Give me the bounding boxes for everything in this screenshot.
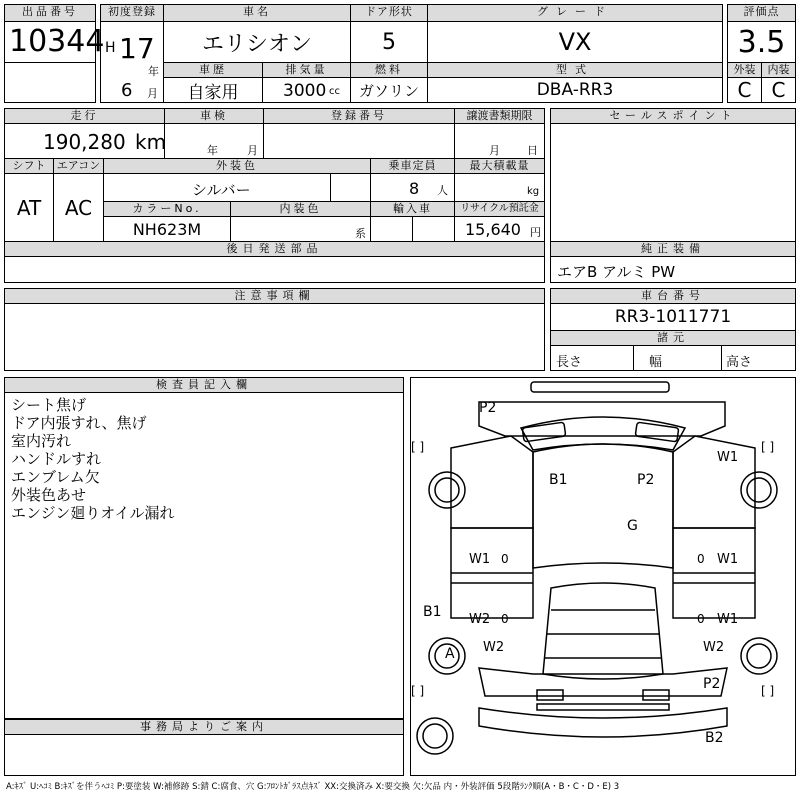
remark-line: 外装色あせ [11, 486, 87, 504]
max-load-label: 最大積載量 [454, 158, 545, 174]
inspector-remarks [4, 392, 404, 719]
lot-box [4, 21, 105, 63]
damage-mark: P2 [479, 400, 497, 416]
lot-number: 10344 [9, 24, 105, 59]
remark-line: ハンドルすれ [11, 450, 102, 468]
notes-box [4, 303, 545, 371]
damage-mark: W2 [703, 640, 725, 655]
later-parts-box [4, 256, 545, 283]
notes-label: 注意事項欄 [4, 288, 545, 304]
interior-grade: C [761, 77, 796, 103]
sales-point-box [550, 123, 796, 242]
equipment-box [550, 256, 796, 283]
car-diagram [410, 377, 796, 776]
era: H [105, 40, 116, 56]
displacement: 3000 [283, 81, 327, 101]
interior-label: 内装 [761, 62, 796, 78]
chassis-number: RR3-1011771 [550, 303, 796, 331]
bracket-mark: [ ] [411, 684, 425, 698]
int-color-unit: 系 [355, 227, 366, 240]
bracket-mark: [ ] [761, 684, 775, 698]
ext-color: シルバー [192, 181, 251, 199]
bracket-mark: [ ] [761, 440, 775, 454]
damage-mark: W2 [469, 612, 491, 627]
score-label: 評価点 [727, 4, 796, 22]
damage-mark: 0 [697, 552, 705, 566]
int-color-label: 内装色 [230, 201, 371, 217]
damage-mark: P2 [703, 676, 721, 692]
damage-legend: A:ｷｽﾞ U:ﾍｺﾐ B:ｷｽﾞを伴うﾍｺﾐ P:要塗装 W:補修跡 S:錆 C:腐食、穴 G:ﾌﾛﾝﾄｶﾞﾗｽ点ｷｽﾞ XX:交換済み X:要交換 欠:欠品 内・外装評価 5段階ﾗﾝｸ順(A・B・C・D・E) 3 [6, 782, 620, 792]
office-box [4, 734, 404, 776]
fuel-label: 燃料 [350, 62, 428, 78]
transfer-day-unit: 日 [527, 144, 538, 157]
damage-mark: G [627, 518, 638, 534]
ext-color-label: 外装色 [103, 158, 371, 174]
damage-mark: B1 [423, 604, 442, 620]
dims-label: 諸元 [550, 330, 796, 346]
damage-mark: P2 [637, 472, 655, 488]
length-box [550, 345, 634, 371]
import-label: 輸入車 [370, 201, 455, 217]
grade: VX [427, 21, 723, 63]
damage-mark: 0 [501, 612, 509, 626]
damage-mark: 0 [501, 552, 509, 566]
reg-number-box [263, 123, 455, 159]
door-type: 5 [350, 21, 428, 63]
capacity: 8 [409, 179, 420, 198]
lot-blank [4, 62, 96, 103]
month-unit: 月 [147, 87, 158, 100]
inspection-month-unit: 月 [247, 144, 258, 157]
max-load-unit: kg [527, 186, 540, 197]
grade-label: グレード [427, 4, 723, 22]
height-label: 高さ [726, 355, 753, 370]
int-color-box [230, 216, 371, 242]
model-code: DBA-RR3 [427, 77, 723, 103]
width-box [633, 345, 722, 371]
reg-year: 17 [119, 32, 155, 65]
mileage: 190,280 [43, 130, 126, 154]
reg-number-label: 登録番号 [263, 108, 455, 124]
recycle-unit: 円 [530, 226, 541, 239]
displacement-label: 排気量 [262, 62, 351, 78]
year-unit: 年 [148, 65, 159, 78]
bracket-mark: [ ] [411, 440, 425, 454]
exterior-label: 外装 [727, 62, 762, 78]
color-no-label: カラーNo. [103, 201, 231, 217]
car-name-label: 車名 [163, 4, 351, 22]
damage-mark: B2 [705, 730, 724, 746]
remark-line: エンジン廻りオイル漏れ [11, 504, 175, 522]
chassis-label: 車台番号 [550, 288, 796, 304]
later-parts-label: 後日発送部品 [4, 241, 545, 257]
door-label: ドア形状 [350, 4, 428, 22]
damage-mark: B1 [549, 472, 568, 488]
shift-label: シフト [4, 158, 54, 174]
ext-color-divider [330, 174, 331, 201]
capacity-box [370, 173, 455, 202]
remark-line: エンブレム欠 [11, 468, 100, 486]
damage-mark: W1 [717, 612, 739, 627]
inspection-box [164, 123, 264, 159]
recycle-fee: 15,640 [465, 220, 521, 239]
mileage-label: 走行 [4, 108, 165, 124]
remark-line: ドア内張すれ、焦げ [11, 414, 147, 432]
office-label: 事務局よりご案内 [4, 719, 404, 735]
first-reg-label: 初度登録 [100, 4, 164, 22]
first-reg-box [100, 21, 164, 103]
score: 3.5 [727, 21, 796, 63]
inspection-year-unit: 年 [207, 144, 218, 157]
remark-line: 室内汚れ [11, 432, 72, 450]
import-box-1 [370, 216, 413, 242]
color-no: NH623M [103, 216, 231, 242]
reg-month: 6 [121, 80, 133, 101]
damage-mark: W1 [469, 552, 491, 567]
fuel: ガソリン [350, 77, 428, 103]
history: 自家用 [163, 77, 263, 103]
aircon-label: エアコン [53, 158, 104, 174]
displacement-unit: cc [329, 86, 340, 97]
history-label: 車歴 [163, 62, 263, 78]
recycle-label: リサイクル預託金 [454, 201, 545, 217]
recycle-box [454, 216, 545, 242]
damage-mark: W1 [717, 552, 739, 567]
car-outline [411, 378, 795, 775]
max-load-box [454, 173, 545, 202]
width-label: 幅 [649, 355, 663, 370]
equipment: エアB アルミ PW [557, 263, 676, 281]
transfer-month-unit: 月 [489, 144, 500, 157]
aircon: AC [53, 173, 104, 242]
height-box [721, 345, 796, 371]
model-label: 型式 [427, 62, 723, 78]
lot-label: 出品番号 [4, 4, 96, 22]
mileage-box [4, 123, 165, 159]
damage-mark: A [445, 646, 455, 662]
damage-mark: W1 [717, 450, 739, 465]
capacity-label: 乗車定員 [370, 158, 455, 174]
length-label: 長さ [556, 355, 583, 370]
transfer-label: 譲渡書類期限 [454, 108, 545, 124]
inspector-label: 検査員記入欄 [4, 377, 404, 393]
inspection-label: 車検 [164, 108, 264, 124]
transfer-box [454, 123, 545, 159]
equipment-label: 純正装備 [550, 241, 796, 257]
import-box-2 [412, 216, 455, 242]
displacement-box [262, 77, 351, 103]
mileage-unit: km [135, 130, 167, 154]
remark-line: シート焦げ [11, 396, 87, 414]
ext-color-box [103, 173, 371, 202]
damage-mark: W2 [483, 640, 505, 655]
car-name: エリシオン [163, 21, 351, 63]
exterior-grade: C [727, 77, 762, 103]
damage-mark: 0 [697, 612, 705, 626]
capacity-unit: 人 [437, 184, 448, 197]
shift: AT [4, 173, 54, 242]
sales-point-label: セールスポイント [550, 108, 796, 124]
